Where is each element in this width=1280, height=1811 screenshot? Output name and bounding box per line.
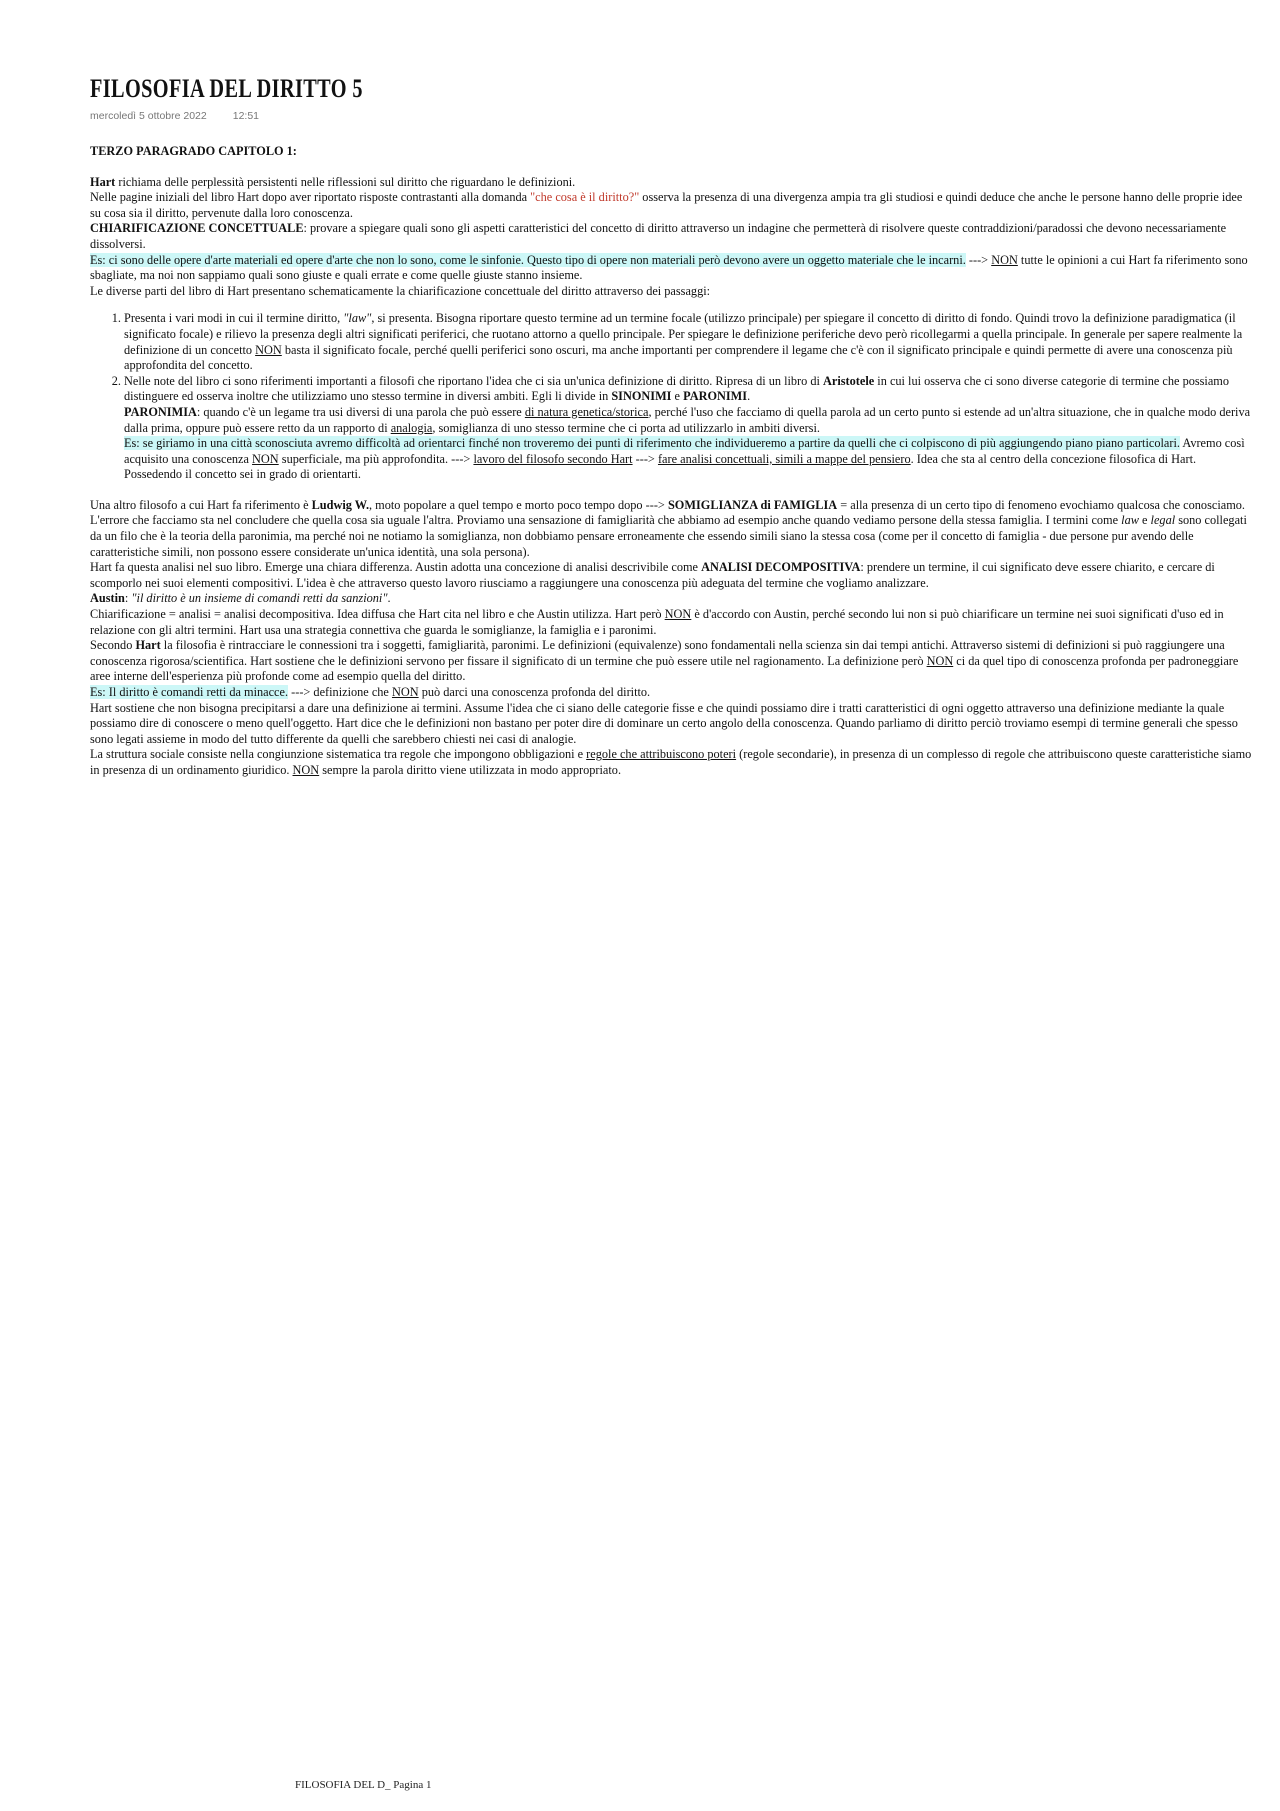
note-date: mercoledì 5 ottobre 2022 [90, 110, 207, 122]
italic-text: "law" [343, 311, 372, 326]
note-body [90, 144, 1255, 779]
paragraph-1: Hart richiama delle perplessità persistenti nelle riflessioni sul diritto che riguardano le definizioni. [90, 174, 576, 189]
list-item: 2. Nelle note del libro ci sono riferimenti importanti a filosofi che riportano l'idea che ci sia un'unica definizione di diritto. Ripresa di un libro di Aristotele in cui lui osserva che ci sono diverse categorie di termine che possiamo distinguere ed osserva inoltre che utilizziamo uno stesso termine in diversi ambiti. Egli li divide in SINONIMI e PARONIMI. PARONIMIA: quando c'è un legame tra usi diversi di una parola che può essere di natura genetica/storica, perché l'uso che facciamo di quella parola ad un certo punto si estende ad un'altra situazione, che in qualche modo deriva dalla prima, oppure può essere retto da un rapporto di analogia, somiglianza di uno stesso termine che ci porta ad utilizzarlo in ambiti diversi. Es: se giriamo in una città sconosciuta avremo difficoltà ad orientarci finché non troveremo dei punti di riferimento che individueremo a partire da quelli che ci colpiscono di più aggiungendo piano piano particolari. Avremo così acquisito una conoscenza NON superficiale, ma più approfondita. ---> lavoro del filosofo secondo Hart ---> fare analisi concettuali, simili a mappe del pensiero. Idea che sta al centro della concezione filosofica di Hart. Possedendo il concetto sei in grado di orientarti. [124, 374, 1255, 483]
paragraph-8: Austin: "il diritto è un insieme di comandi retti da sanzioni". [90, 591, 391, 606]
underlined-text: NON [991, 252, 1018, 267]
note-page [90, 72, 1255, 779]
numbered-list [90, 311, 1255, 483]
highlighted-example: Es: se giriamo in una città sconosciuta avremo difficoltà ad orientarci finché non troveremo dei punti di riferimento che individueremo a partire da quelli che ci colpiscono di più aggiungendo piano piano particolari. [124, 436, 1180, 451]
paragraph-10: Secondo Hart la filosofia è rintracciare le connessioni tra i soggetti, famigliarità, paronimi. Le definizioni (equivalenze) sono fondamentali nella scienza sin dai tempi antichi. Attraverso sistemi di definizioni si può raggiungere una conoscenza rigorosa/scientifica. Hart sostiene che le definizioni servono per fissare il significato di un termine che può essere utile nel ragionamento. La definizione però NON ci da quel tipo di conoscenza profonda per padroneggiare aree interne dell'esperienza più profonde come ad esempio quella del diritto. [90, 638, 1239, 684]
paragraph-5: Le diverse parti del libro di Hart presentano schematicamente la chiarificazione concettuale del diritto attraverso dei passaggi: [90, 283, 711, 298]
highlighted-example: Es: ci sono delle opere d'arte materiali ed opere d'arte che non lo sono, come le sinfonie. Questo tipo di opere non materiali però devono avere un oggetto materiale che le incarni. [90, 252, 966, 267]
paragraph-7: Hart fa questa analisi nel suo libro. Emerge una chiara differenza. Austin adotta una concezione di analisi descrivibile come ANALISI DECOMPOSITIVA: prendere un termine, il cui significato deve essere chiarito, e cercare di scomporlo nei suoi elementi compositivi. L'idea è che attraverso questo lavoro riusciamo a raggiungere una conoscenza più adeguata del termine che vogliamo analizzare. [90, 560, 1215, 590]
paragraph-12: Hart sostiene che non bisogna precipitarsi a dare una definizione ai termini. Assume l'idea che ci siano delle categorie fisse e che quindi possiamo dire i tratti caratteristici di ogni oggetto attraverso una definizione mediante la quale possiamo dire di conoscere o meno quell'oggetto. Hart dice che le definizioni non bastano per poter dire di dominare un certo angolo della conoscenza. Quando parliamo di diritto perciò troviamo esempi di termine generali che spesso sono legati assieme in modo del tutto differente da quelli che sarebbero chiesti nei casi di analogie. [90, 700, 1238, 746]
paragraph-2: Nelle pagine iniziali del libro Hart dopo aver riportato risposte contrastanti alla domanda "che cosa è il diritto?" osserva la presenza di una divergenza ampia tra gli studiosi e quindi deduce che anche le persone hanno delle proprie idee su cosa sia il diritto, pervenute dalla loro conoscenza. [90, 190, 1243, 220]
underlined-text: NON [255, 342, 282, 357]
list-item: 1. Presenta i vari modi in cui il termine diritto, "law", si presenta. Bisogna riportare questo termine ad un termine focale (utilizzo principale) per spiegare il concetto di diritto di fondo. Quindi trovo la definizione paradigmatica (il significato focale) e rilievo la presenza degli altri significati periferici, che ruotano attorno a quello principale. Per spiegare le definizione periferiche devo però ricollegarmi a quella principale. In generale per sapere realmente la definizione di un concetto NON basta il significato focale, perché quelli periferici sono oscuri, ma anche importanti per comprendere il legame che c'è con il significato principale e quindi permette di avere una conoscenza più approfondita del concetto. [124, 311, 1255, 373]
paragraph-6: Una altro filosofo a cui Hart fa riferimento è Ludwig W., moto popolare a quel tempo e morto poco tempo dopo ---> SOMIGLIANZA di FAMIGLIA = alla presenza di un certo tipo di fenomeno evochiamo qualcosa che conosciamo. L'errore che facciamo sta nel concludere che quella cosa sia uguale l'altra. Proviamo una sensazione di famigliarità che abbiamo ad esempio anche quando vediamo persone della stessa famiglia. I termini come law e legal sono collegati da un filo che è la teoria della paronimia, ma perché noi ne notiamo la somiglianza, non dobbiamo pensare erroneamente che essendo simili siano la stessa cosa (come per il concetto di famiglia - due persone pur avendo delle caratteristiche simili, non possono essere considerate un'unica identità, una sola persona). [90, 497, 1247, 559]
note-meta [90, 110, 1255, 124]
italic-quote: "il diritto è un insieme di comandi retti da sanzioni" [131, 591, 388, 606]
paragraph-3: CHIARIFICAZIONE CONCETTUALE: provare a spiegare quali sono gli aspetti caratteristici del concetto di diritto attraverso un indagine che permetterà di risolvere queste contraddizioni/paradossi che devono necessariamente dissolversi. [90, 221, 1227, 251]
paragraph-11: Es: Il diritto è comandi retti da minacce. ---> definizione che NON può darci una conoscenza profonda del diritto. [90, 685, 651, 699]
red-question: "che cosa è il diritto?" [530, 190, 640, 205]
note-time: 12:51 [232, 110, 260, 122]
page-title: FILOSOFIA DEL DIRITTO 5 [90, 74, 363, 103]
bold-text: Hart [90, 174, 116, 189]
paragraph-9: Chiarificazione = analisi = analisi decompositiva. Idea diffusa che Hart cita nel libro e che Austin utilizza. Hart però NON è d'accordo con Austin, perché secondo lui non si può chiarificare un termine nei suoi significati d'uso ed in relazione con gli altri termini. Hart usa una strategia connettiva che guarda le somiglianze, la famiglia e i paronimi. [90, 607, 1224, 637]
section-heading: TERZO PARAGRADO CAPITOLO 1: [90, 144, 297, 158]
page-footer: FILOSOFIA DEL D_ Pagina 1 [295, 1779, 432, 1791]
bold-text: CHIARIFICAZIONE CONCETTUALE [90, 221, 304, 236]
paragraph-4: Es: ci sono delle opere d'arte materiali ed opere d'arte che non lo sono, come le sinfonie. Questo tipo di opere non materiali però devono avere un oggetto materiale che le incarni. ---> NON tutte le opinioni a cui Hart fa riferimento sono sbagliate, ma noi non sappiamo quali sono giuste e quali errate e come quelle giuste stanno insieme. [90, 252, 1248, 283]
highlighted-example: Es: Il diritto è comandi retti da minacce. [90, 685, 289, 699]
paragraph-13: La struttura sociale consiste nella congiunzione sistematica tra regole che impongono obbligazioni e regole che attribuiscono poteri (regole secondarie), in presenza di un complesso di regole che attribuiscono queste caratteristiche siamo in presenza di un ordinamento giuridico. NON sempre la parola diritto viene utilizzata in modo appropriato. [90, 747, 1252, 777]
